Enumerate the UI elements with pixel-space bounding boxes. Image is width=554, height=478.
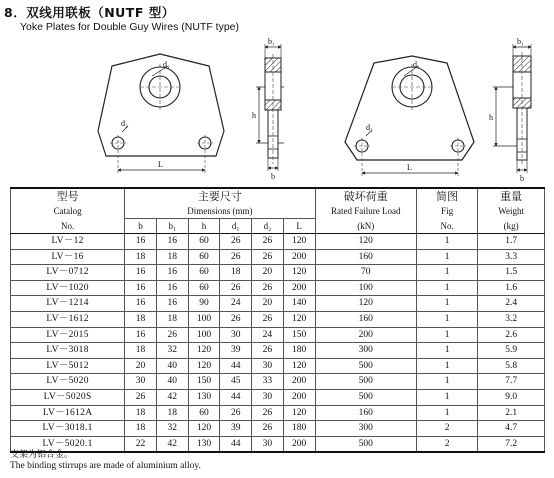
cell-fig: 1 — [417, 389, 478, 405]
cell-L: 120 — [283, 311, 315, 327]
cell-d2: 30 — [252, 389, 284, 405]
cell-model: LV－5020 — [11, 374, 125, 390]
header-row-cn — [11, 188, 545, 204]
cell-load: 500 — [315, 358, 417, 374]
cell-b: 16 — [125, 327, 157, 343]
cell-d2: 30 — [252, 436, 284, 452]
cell-b: 18 — [125, 249, 157, 265]
cell-L: 180 — [283, 421, 315, 437]
cell-weight: 9.0 — [478, 389, 545, 405]
cell-weight: 7.7 — [478, 374, 545, 390]
cell-b: 16 — [125, 265, 157, 281]
cell-b: 26 — [125, 389, 157, 405]
cell-weight: 1.7 — [478, 234, 545, 250]
header-load-en: Rated Failure Load — [315, 204, 417, 219]
cell-b: 18 — [125, 421, 157, 437]
cell-b1: 40 — [156, 358, 188, 374]
cell-load: 160 — [315, 249, 417, 265]
header-load-sub: (kN) — [315, 219, 417, 234]
cell-b1: 32 — [156, 421, 188, 437]
cell-load: 160 — [315, 311, 417, 327]
cell-h: 60 — [188, 249, 220, 265]
header-model-cn: 型号 — [11, 188, 125, 204]
cell-model: LV－1612A — [11, 405, 125, 421]
table-row — [11, 249, 545, 265]
cell-h: 60 — [188, 265, 220, 281]
cell-b1: 16 — [156, 265, 188, 281]
fig2-h-label: h — [489, 113, 493, 122]
cell-d1: 26 — [220, 234, 252, 250]
cell-weight: 5.9 — [478, 343, 545, 359]
cell-b1: 16 — [156, 234, 188, 250]
table-row — [11, 327, 545, 343]
header-model-sub: No. — [11, 219, 125, 234]
cell-b: 20 — [125, 358, 157, 374]
cell-h: 120 — [188, 421, 220, 437]
cell-weight: 1.6 — [478, 280, 545, 296]
cell-weight: 2.6 — [478, 327, 545, 343]
cell-fig: 2 — [417, 421, 478, 437]
cell-d2: 20 — [252, 265, 284, 281]
cell-h: 100 — [188, 327, 220, 343]
section-subtitle: Yoke Plates for Double Guy Wires (NUTF type) — [20, 21, 240, 33]
cell-d1: 44 — [220, 389, 252, 405]
table-row — [11, 343, 545, 359]
cell-d1: 39 — [220, 421, 252, 437]
cell-d2: 26 — [252, 343, 284, 359]
cell-b: 18 — [125, 343, 157, 359]
cell-L: 120 — [283, 234, 315, 250]
cell-model: LV－12 — [11, 234, 125, 250]
cell-model: LV－2015 — [11, 327, 125, 343]
table-row — [11, 296, 545, 312]
cell-load: 500 — [315, 436, 417, 452]
header-model-en: Catalog — [11, 204, 125, 219]
cell-d1: 26 — [220, 311, 252, 327]
table-row — [11, 311, 545, 327]
cell-L: 120 — [283, 358, 315, 374]
cell-load: 70 — [315, 265, 417, 281]
cell-L: 120 — [283, 265, 315, 281]
cell-b: 16 — [125, 296, 157, 312]
cell-weight: 1.5 — [478, 265, 545, 281]
cell-L: 140 — [283, 296, 315, 312]
cell-d1: 18 — [220, 265, 252, 281]
cell-L: 120 — [283, 405, 315, 421]
technical-drawing — [0, 36, 554, 182]
header-b: b — [125, 219, 157, 234]
cell-b: 16 — [125, 280, 157, 296]
cell-load: 160 — [315, 405, 417, 421]
header-weight-en: Weight — [478, 204, 545, 219]
cell-fig: 1 — [417, 311, 478, 327]
header-row-en — [11, 204, 545, 219]
cell-load: 100 — [315, 280, 417, 296]
header-fig-en: Fig — [417, 204, 478, 219]
fig1-side-view — [252, 37, 284, 181]
cell-d1: 44 — [220, 358, 252, 374]
cell-load: 120 — [315, 296, 417, 312]
cell-load: 500 — [315, 389, 417, 405]
cell-b1: 18 — [156, 405, 188, 421]
cell-model: LV－0712 — [11, 265, 125, 281]
cell-d2: 26 — [252, 311, 284, 327]
fig1-b1-label: b₁ — [268, 37, 275, 46]
header-dims-en: Dimensions (mm) — [125, 204, 315, 219]
cell-d1: 30 — [220, 327, 252, 343]
section-title: 8．双线用联板（NUTF 型） — [4, 5, 175, 20]
header-dims-cn: 主要尺寸 — [125, 188, 315, 204]
cell-weight: 3.2 — [478, 311, 545, 327]
cell-weight: 3.3 — [478, 249, 545, 265]
cell-model: LV－1214 — [11, 296, 125, 312]
cell-h: 120 — [188, 358, 220, 374]
fig2-side-view — [489, 37, 531, 182]
cell-d1: 45 — [220, 374, 252, 390]
cell-b1: 40 — [156, 374, 188, 390]
header-row-sub — [11, 219, 545, 234]
cell-fig: 1 — [417, 405, 478, 421]
cell-weight: 4.7 — [478, 421, 545, 437]
cell-b1: 26 — [156, 327, 188, 343]
cell-h: 130 — [188, 436, 220, 452]
spec-table — [10, 187, 545, 453]
cell-d2: 26 — [252, 405, 284, 421]
cell-h: 130 — [188, 389, 220, 405]
cell-b1: 42 — [156, 389, 188, 405]
cell-fig: 1 — [417, 234, 478, 250]
fig1-b-label: b — [271, 172, 275, 181]
cell-model: LV－5020S — [11, 389, 125, 405]
cell-weight: 5.8 — [478, 358, 545, 374]
cell-load: 500 — [315, 374, 417, 390]
cell-model: LV－1612 — [11, 311, 125, 327]
cell-fig: 1 — [417, 343, 478, 359]
table-row — [11, 389, 545, 405]
cell-weight: 2.1 — [478, 405, 545, 421]
cell-h: 60 — [188, 280, 220, 296]
cell-b: 22 — [125, 436, 157, 452]
cell-b1: 18 — [156, 249, 188, 265]
header-weight-cn: 重量 — [478, 188, 545, 204]
note-chinese: 支架为铝合金。 — [10, 450, 74, 460]
cell-h: 90 — [188, 296, 220, 312]
cell-b: 30 — [125, 374, 157, 390]
cell-d2: 26 — [252, 421, 284, 437]
cell-model: LV－3018 — [11, 343, 125, 359]
cell-fig: 1 — [417, 374, 478, 390]
cell-d2: 26 — [252, 234, 284, 250]
cell-h: 60 — [188, 234, 220, 250]
header-fig-sub: No. — [417, 219, 478, 234]
cell-L: 150 — [283, 327, 315, 343]
cell-h: 120 — [188, 343, 220, 359]
cell-d2: 30 — [252, 358, 284, 374]
cell-h: 150 — [188, 374, 220, 390]
table-row — [11, 421, 545, 437]
cell-fig: 1 — [417, 265, 478, 281]
fig1-L-label: L — [158, 160, 163, 169]
cell-fig: 1 — [417, 296, 478, 312]
fig2-b-label: b — [520, 174, 524, 182]
cell-d2: 26 — [252, 249, 284, 265]
cell-d2: 33 — [252, 374, 284, 390]
table-row — [11, 234, 545, 250]
cell-d2: 24 — [252, 327, 284, 343]
table-row — [11, 280, 545, 296]
cell-model: LV－3018.1 — [11, 421, 125, 437]
cell-d1: 39 — [220, 343, 252, 359]
cell-b1: 16 — [156, 296, 188, 312]
header-L: L — [283, 219, 315, 234]
cell-weight: 7.2 — [478, 436, 545, 452]
header-h: h — [188, 219, 220, 234]
fig2-d2-label: d₂ — [366, 123, 373, 132]
header-d1: d₁ — [220, 219, 252, 234]
fig2-front-view — [345, 56, 474, 176]
cell-fig: 1 — [417, 249, 478, 265]
cell-d1: 26 — [220, 249, 252, 265]
cell-model: LV－16 — [11, 249, 125, 265]
cell-fig: 1 — [417, 280, 478, 296]
cell-L: 180 — [283, 343, 315, 359]
table-row — [11, 358, 545, 374]
cell-model: LV－5012 — [11, 358, 125, 374]
cell-b1: 16 — [156, 280, 188, 296]
cell-b1: 42 — [156, 436, 188, 452]
cell-fig: 2 — [417, 436, 478, 452]
fig1-d1-label: d₁ — [163, 60, 170, 69]
cell-model: LV－1020 — [11, 280, 125, 296]
cell-L: 200 — [283, 436, 315, 452]
cell-L: 200 — [283, 374, 315, 390]
cell-d1: 24 — [220, 296, 252, 312]
cell-b: 18 — [125, 311, 157, 327]
cell-L: 200 — [283, 249, 315, 265]
table-row — [11, 265, 545, 281]
header-d2: d₂ — [252, 219, 284, 234]
header-fig-cn: 简图 — [417, 188, 478, 204]
note-english: The binding stirrups are made of aluminium alloy. — [10, 461, 201, 471]
header-load-cn: 破坏荷重 — [315, 188, 417, 204]
cell-b1: 32 — [156, 343, 188, 359]
fig1-d2-label: d₂ — [121, 119, 128, 128]
cell-weight: 2.4 — [478, 296, 545, 312]
table-row — [11, 374, 545, 390]
cell-b1: 18 — [156, 311, 188, 327]
cell-load: 120 — [315, 234, 417, 250]
fig2-b1-label: b₁ — [517, 37, 524, 46]
fig2-d1-label: d₁ — [413, 60, 420, 69]
fig1-h-label: h — [252, 111, 256, 120]
cell-d1: 26 — [220, 405, 252, 421]
header-weight-sub: (kg) — [478, 219, 545, 234]
cell-d1: 44 — [220, 436, 252, 452]
fig1-front-view — [98, 54, 224, 173]
cell-d2: 26 — [252, 280, 284, 296]
header-b1: b₁ — [156, 219, 188, 234]
fig2-L-label: L — [407, 163, 412, 172]
cell-load: 300 — [315, 421, 417, 437]
cell-L: 200 — [283, 280, 315, 296]
cell-h: 60 — [188, 405, 220, 421]
cell-load: 300 — [315, 343, 417, 359]
cell-d1: 26 — [220, 280, 252, 296]
cell-b: 18 — [125, 405, 157, 421]
cell-b: 16 — [125, 234, 157, 250]
cell-fig: 1 — [417, 358, 478, 374]
cell-L: 200 — [283, 389, 315, 405]
cell-model: LV－5020.1 — [11, 436, 125, 452]
cell-fig: 1 — [417, 327, 478, 343]
cell-h: 100 — [188, 311, 220, 327]
table-row — [11, 436, 545, 452]
cell-d2: 20 — [252, 296, 284, 312]
cell-load: 200 — [315, 327, 417, 343]
table-row — [11, 405, 545, 421]
